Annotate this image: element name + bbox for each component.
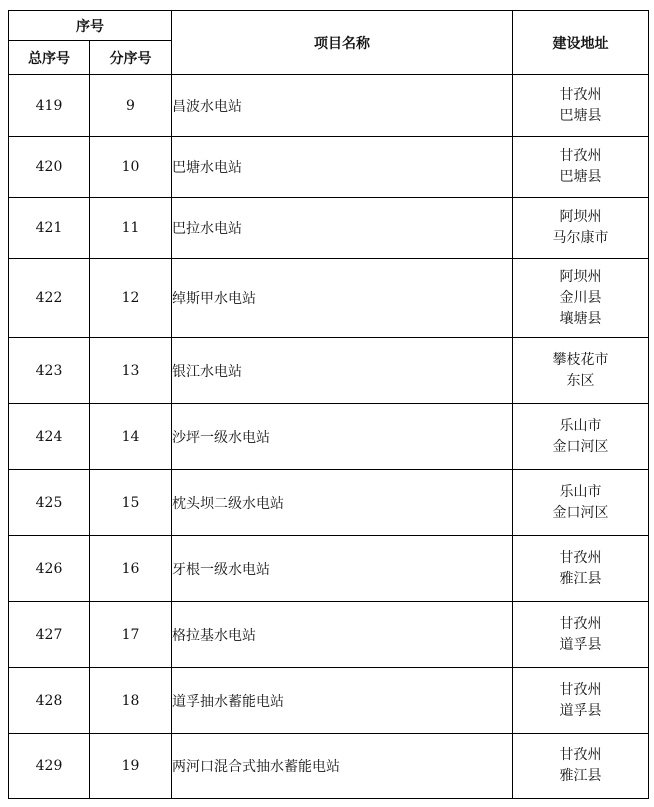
sub-seq-cell: 13 — [90, 338, 172, 404]
total-seq-cell: 419 — [9, 75, 90, 137]
location-line: 甘孜州 — [559, 615, 602, 632]
table-row — [9, 734, 649, 799]
location-line: 乐山市 — [559, 417, 602, 434]
seq-group-header: 序号 — [9, 11, 172, 41]
total-seq-cell: 421 — [9, 198, 90, 259]
total-seq-cell: 423 — [9, 338, 90, 404]
table-row — [9, 259, 649, 338]
location-header: 建设地址 — [513, 11, 649, 75]
table-row — [9, 137, 649, 198]
total-seq-header: 总序号 — [9, 41, 90, 75]
table-row — [9, 338, 649, 404]
location-line: 巴塘县 — [559, 107, 602, 124]
total-seq-cell: 422 — [9, 259, 90, 338]
project-name-cell: 两河口混合式抽水蓄能电站 — [172, 734, 513, 799]
location-line: 雅江县 — [559, 768, 602, 784]
sub-seq-cell: 11 — [90, 198, 172, 259]
location-line: 金口河区 — [552, 504, 609, 521]
sub-seq-cell: 18 — [90, 668, 172, 734]
table-row — [9, 668, 649, 734]
sub-seq-cell: 14 — [90, 404, 172, 470]
location-line: 甘孜州 — [559, 86, 602, 103]
location-line: 东区 — [566, 372, 595, 389]
sub-seq-header: 分序号 — [90, 41, 172, 75]
location-line: 巴塘县 — [559, 169, 602, 185]
project-table — [8, 10, 649, 799]
location-cell — [513, 75, 649, 137]
sub-seq-cell: 16 — [90, 536, 172, 602]
project-name-cell: 巴拉水电站 — [172, 198, 513, 259]
location-cell — [513, 602, 649, 668]
project-name-cell: 枕头坝二级水电站 — [172, 470, 513, 536]
sub-seq-cell: 12 — [90, 259, 172, 338]
project-name-cell: 沙坪一级水电站 — [172, 404, 513, 470]
project-name-cell: 牙根一级水电站 — [172, 536, 513, 602]
table-body — [9, 75, 649, 799]
location-line: 道孚县 — [559, 636, 602, 653]
table-row — [9, 75, 649, 137]
location-line: 攀枝花市 — [552, 351, 609, 368]
location-cell — [513, 668, 649, 734]
table-row — [9, 470, 649, 536]
total-seq-cell: 429 — [9, 734, 90, 799]
project-name-cell: 格拉基水电站 — [172, 602, 513, 668]
location-line: 乐山市 — [559, 483, 602, 500]
location-line: 阿坝州 — [559, 209, 602, 225]
location-line: 壤塘县 — [559, 310, 602, 327]
location-line: 道孚县 — [559, 702, 602, 719]
location-cell — [513, 734, 649, 799]
table-row — [9, 404, 649, 470]
location-line: 甘孜州 — [559, 549, 602, 566]
location-line: 甘孜州 — [559, 148, 602, 164]
location-line: 甘孜州 — [559, 747, 602, 763]
location-cell — [513, 536, 649, 602]
project-name-cell: 绰斯甲水电站 — [172, 259, 513, 338]
location-line: 金川县 — [559, 289, 602, 306]
location-line: 马尔康市 — [552, 230, 609, 246]
sub-seq-cell: 9 — [90, 75, 172, 137]
location-line: 雅江县 — [559, 570, 602, 587]
total-seq-cell: 425 — [9, 470, 90, 536]
table-header — [9, 11, 649, 75]
location-line: 金口河区 — [552, 438, 609, 455]
sub-seq-cell: 15 — [90, 470, 172, 536]
location-line: 甘孜州 — [559, 681, 602, 698]
total-seq-cell: 424 — [9, 404, 90, 470]
total-seq-cell: 420 — [9, 137, 90, 198]
location-cell — [513, 259, 649, 338]
sub-seq-cell: 10 — [90, 137, 172, 198]
sub-seq-cell: 17 — [90, 602, 172, 668]
project-name-cell: 道孚抽水蓄能电站 — [172, 668, 513, 734]
table-row — [9, 198, 649, 259]
project-name-cell: 银江水电站 — [172, 338, 513, 404]
location-cell — [513, 137, 649, 198]
location-cell — [513, 470, 649, 536]
table-row — [9, 536, 649, 602]
project-name-header: 项目名称 — [172, 11, 513, 75]
total-seq-cell: 427 — [9, 602, 90, 668]
project-name-cell: 昌波水电站 — [172, 75, 513, 137]
location-cell — [513, 404, 649, 470]
location-cell — [513, 338, 649, 404]
sub-seq-cell: 19 — [90, 734, 172, 799]
total-seq-cell: 426 — [9, 536, 90, 602]
location-cell — [513, 198, 649, 259]
project-name-cell: 巴塘水电站 — [172, 137, 513, 198]
table-row — [9, 602, 649, 668]
total-seq-cell: 428 — [9, 668, 90, 734]
location-line: 阿坝州 — [559, 268, 602, 285]
